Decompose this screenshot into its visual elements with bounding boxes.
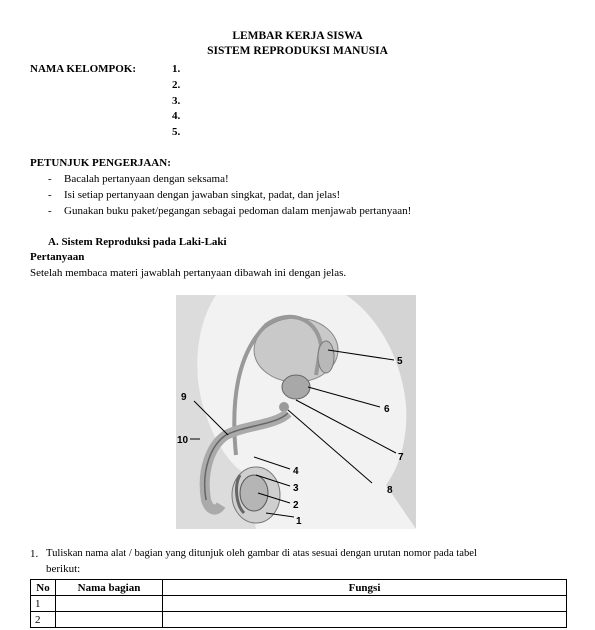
figure-label-2: 2 (293, 500, 299, 511)
instructions-heading: PETUNJUK PENGERJAAN: (30, 157, 171, 169)
instruction-item: Bacalah pertanyaan dengan seksama! (64, 173, 229, 185)
table-row (31, 596, 567, 612)
member-1: 1. (172, 63, 181, 75)
member-5: 5. (172, 126, 181, 138)
figure-label-5: 5 (397, 356, 403, 367)
figure-label-1: 1 (296, 516, 302, 527)
question-text-cont: berikut: (46, 563, 81, 575)
instruction-item: Isi setiap pertanyaan dengan jawaban singkat, padat, dan jelas! (64, 189, 341, 201)
question-text: Tuliskan nama alat / bagian yang ditunjuk oleh gambar di atas sesuai dengan urutan nomor pada tabel (46, 548, 477, 559)
cell-no: 2 (31, 612, 56, 628)
figure-label-6: 6 (384, 404, 390, 415)
figure-label-3: 3 (293, 483, 299, 494)
cell-function[interactable] (163, 612, 567, 628)
col-header-no: No (31, 580, 56, 596)
member-2: 2. (172, 79, 181, 91)
bullet-dash: - (48, 189, 52, 201)
group-label: NAMA KELOMPOK: (30, 63, 137, 75)
table-row (31, 612, 567, 628)
male-reproductive-diagram (176, 295, 416, 529)
cell-part-name[interactable] (56, 596, 163, 612)
table-header-row (31, 580, 567, 596)
bullet-dash: - (48, 173, 52, 185)
col-header-part-name: Nama bagian (56, 580, 163, 596)
question-number: 1. (30, 548, 39, 560)
cell-function[interactable] (163, 596, 567, 612)
figure-label-10: 10 (177, 435, 189, 446)
figure-label-7: 7 (398, 452, 404, 463)
cell-no: 1 (31, 596, 56, 612)
figure-label-4: 4 (293, 466, 299, 477)
member-4: 4. (172, 110, 181, 122)
section-heading: A. Sistem Reproduksi pada Laki-Laki (48, 236, 227, 248)
worksheet-subtitle: SISTEM REPRODUKSI MANUSIA (207, 45, 388, 57)
member-3: 3. (172, 95, 181, 107)
cell-part-name[interactable] (56, 612, 163, 628)
section-intro: Setelah membaca materi jawablah pertanyaan dibawah ini dengan jelas. (30, 267, 347, 279)
figure-label-8: 8 (387, 485, 393, 496)
bullet-dash: - (48, 205, 52, 217)
testis-shape (240, 475, 268, 511)
figure-label-9: 9 (181, 392, 187, 403)
section-subheading: Pertanyaan (30, 251, 85, 263)
prostate-shape (282, 375, 310, 399)
seminal-vesicle-shape (318, 341, 334, 373)
instruction-item: Gunakan buku paket/pegangan sebagai pedoman dalam menjawab pertanyaan! (64, 205, 412, 217)
worksheet-title: LEMBAR KERJA SISWA (232, 30, 363, 42)
col-header-function: Fungsi (163, 580, 567, 596)
answer-table (30, 579, 567, 628)
